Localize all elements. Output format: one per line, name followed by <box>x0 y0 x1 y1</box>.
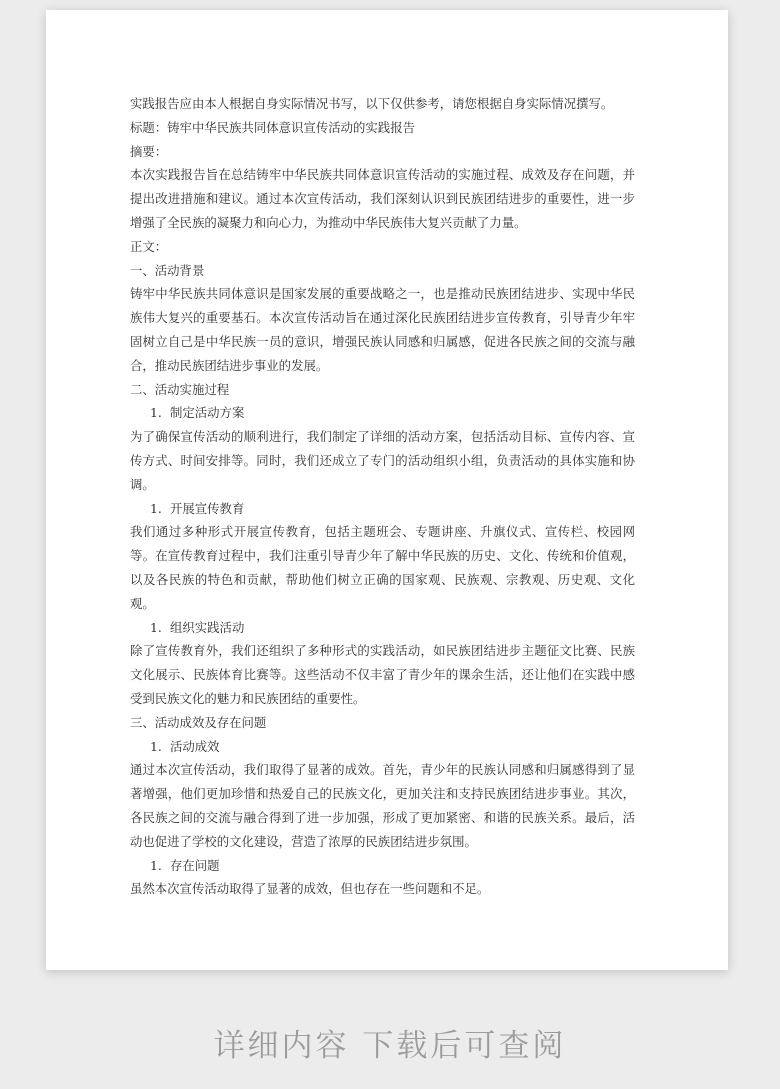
document-title: 标题：铸牢中华民族共同体意识宣传活动的实践报告 <box>130 119 415 135</box>
abstract-label: 摘要： <box>130 143 168 159</box>
item-number: 1. <box>150 405 162 421</box>
section-3-item-1-heading <box>130 735 635 759</box>
section-2-item-3-paragraph: 除了宣传教育外，我们还组织了多种形式的实践活动，如民族团结进步主题征文比赛、民族文化展示、民族体育比赛等。这些活动不仅丰富了青少年的课余生活，还让他们在实践中感受到民族文化的魅力和民族团结的重要性。 <box>130 643 635 706</box>
section-1-paragraph: 铸牢中华民族共同体意识是国家发展的重要战略之一，也是推动民族团结进步、实现中华民族伟大复兴的重要基石。本次宣传活动旨在通过深化民族团结进步宣传教育，引导青少年牢固树立自己是中华民族一员的意识，增强民族认同感和归属感，促进各民族之间的交流与融合，推动民族团结进步事业的发展。 <box>130 286 635 373</box>
section-3-heading: 三、活动成效及存在问题 <box>130 714 267 730</box>
section-2-item-1-heading <box>130 401 635 425</box>
item-number: 1. <box>150 500 162 516</box>
disclaimer-note: 实践报告应由本人根据自身实际情况书写，以下仅供参考，请您根据自身实际情况撰写。 <box>130 96 614 111</box>
item-number: 1. <box>150 738 162 754</box>
item-title: 活动成效 <box>170 738 220 754</box>
abstract-paragraph: 本次实践报告旨在总结铸牢中华民族共同体意识宣传活动的实施过程、成效及存在问题，并提出改进措施和建议。通过本次宣传活动，我们深刻认识到民族团结进步的重要性，进一步增强了全民族的凝聚力和向心力，为推动中华民族伟大复兴贡献了力量。 <box>130 167 635 230</box>
download-prompt-text: 详细内容 下载后可查阅 <box>213 1028 567 1064</box>
section-2-item-2-paragraph: 我们通过多种形式开展宣传教育，包括主题班会、专题讲座、升旗仪式、宣传栏、校园网等。在宣传教育过程中，我们注重引导青少年了解中华民族的历史、文化、传统和价值观，以及各民族的特色和贡献，帮助他们树立正确的国家观、民族观、宗教观、历史观、文化观。 <box>130 524 635 611</box>
document-content <box>130 92 635 901</box>
item-title: 制定活动方案 <box>170 405 245 421</box>
section-2-item-2-heading <box>130 497 635 521</box>
section-3-item-2-paragraph: 虽然本次宣传活动取得了显著的成效，但也存在一些问题和不足。 <box>130 881 490 897</box>
section-1-heading: 一、活动背景 <box>130 262 205 278</box>
item-title: 组织实践活动 <box>170 619 245 635</box>
section-2-item-1-paragraph: 为了确保宣传活动的顺利进行，我们制定了详细的活动方案，包括活动目标、宣传内容、宣传方式、时间安排等。同时，我们还成立了专门的活动组织小组，负责活动的具体实施和协调。 <box>130 429 635 492</box>
section-3-item-2-heading <box>130 854 635 878</box>
item-number: 1. <box>150 619 162 635</box>
item-title: 开展宣传教育 <box>170 500 245 516</box>
body-label: 正文： <box>130 238 168 254</box>
item-number: 1. <box>150 857 162 873</box>
document-page <box>46 10 728 970</box>
item-title: 存在问题 <box>170 857 220 873</box>
section-3-item-1-paragraph: 通过本次宣传活动，我们取得了显著的成效。首先，青少年的民族认同感和归属感得到了显著增强，他们更加珍惜和热爱自己的民族文化，更加关注和支持民族团结进步事业。其次，各民族之间的交流与融合得到了进一步加强，形成了更加紧密、和谐的民族关系。最后，活动也促进了学校的文化建设，营造了浓厚的民族团结进步氛围。 <box>130 762 635 849</box>
section-2-heading: 二、活动实施过程 <box>130 381 230 397</box>
section-2-item-3-heading <box>130 616 635 640</box>
